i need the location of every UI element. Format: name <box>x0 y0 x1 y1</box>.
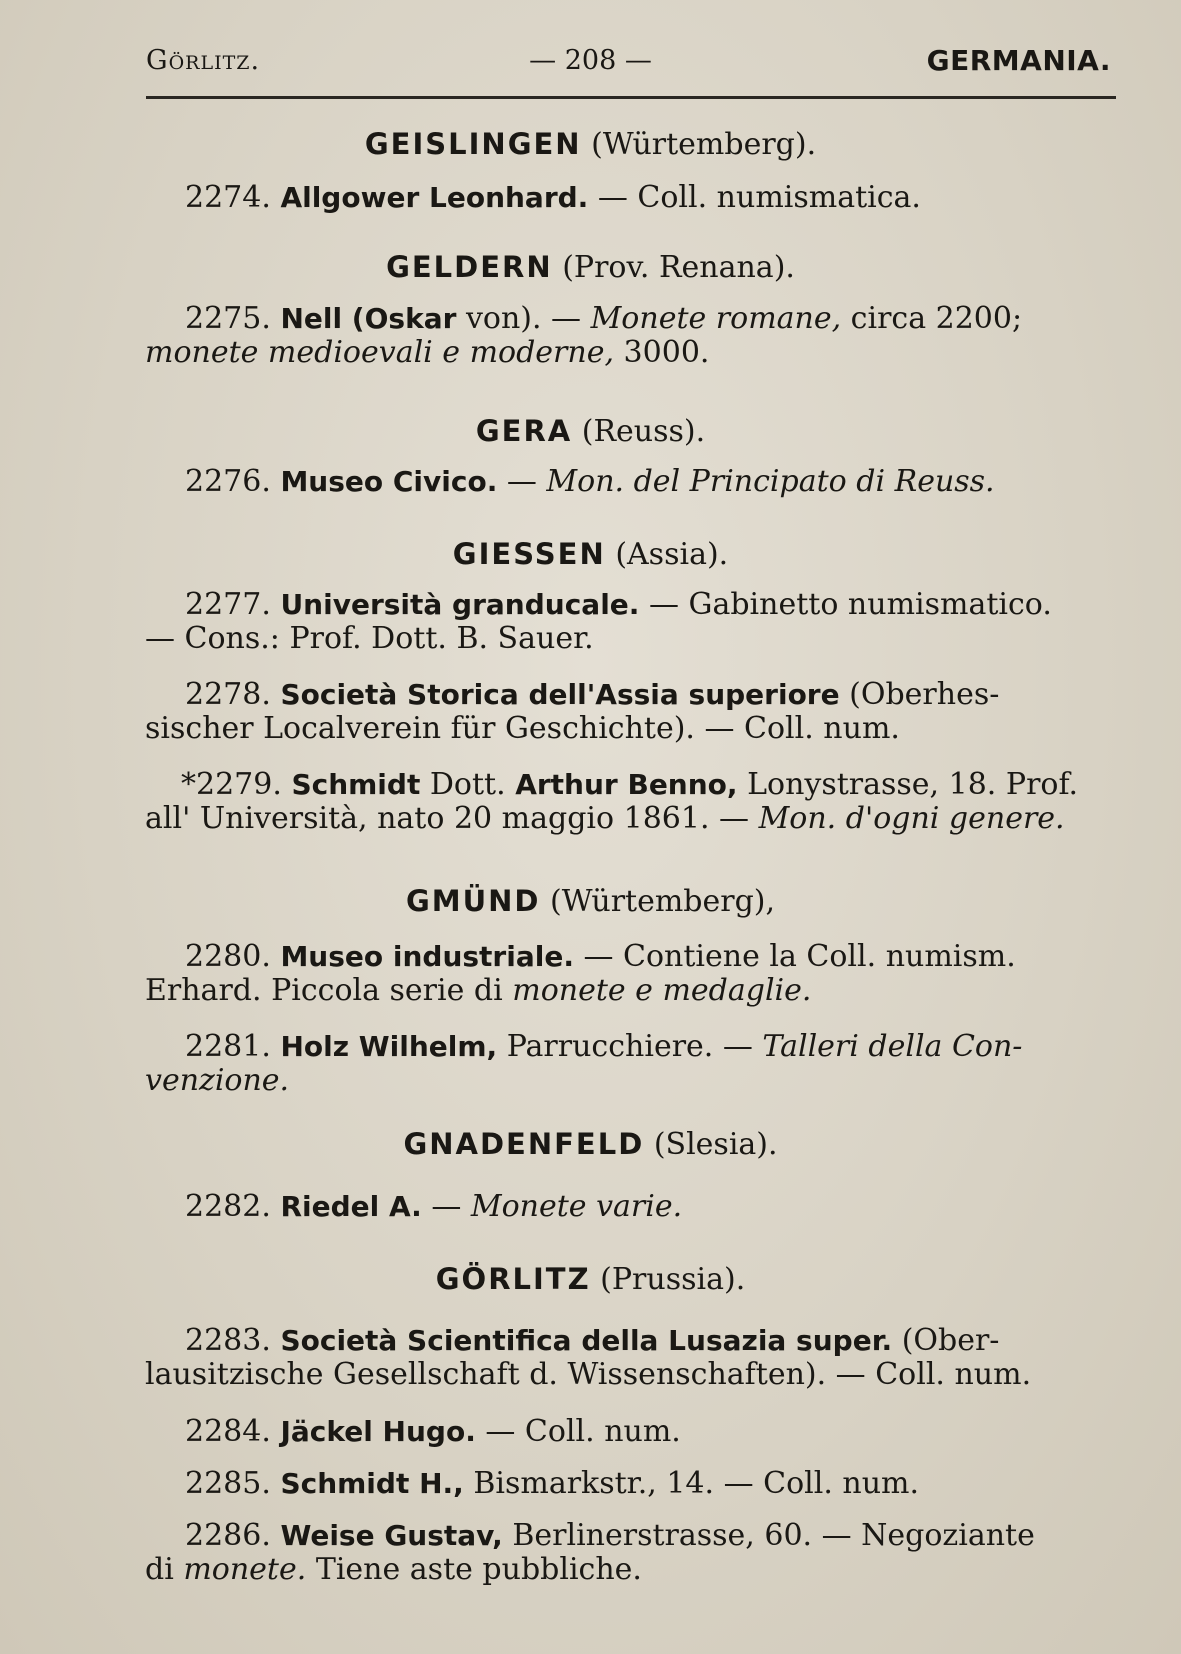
entry-italic: Mon. d'ogni genere. <box>758 801 1065 836</box>
entry-italic: venzione. <box>145 1063 290 1098</box>
entry-name: Schmidt H., <box>280 1467 464 1500</box>
entry-name: Università granducale. <box>280 588 640 621</box>
entry-number: 2281. <box>185 1029 271 1064</box>
entry-name: Società Scientifica della Lusazia super. <box>280 1324 893 1357</box>
city-region: (Assia). <box>615 537 729 572</box>
city-name: GIESSEN <box>452 537 606 571</box>
city-heading-geislingen <box>0 125 1181 164</box>
entry-number: 2282. <box>185 1189 271 1224</box>
entry-2279 <box>145 768 1115 836</box>
city-heading-geldern <box>0 248 1181 287</box>
entry-number: 2276. <box>185 464 271 499</box>
entry-text: di <box>145 1552 184 1587</box>
entry-name: Jäckel Hugo. <box>280 1415 476 1448</box>
entry-name: Società Storica dell'Assia superiore <box>280 678 840 711</box>
entry-2276 <box>145 465 1115 499</box>
entry-text: — Coll. num. <box>475 1414 681 1449</box>
header-rule <box>146 96 1116 99</box>
entry-italic: monete. <box>183 1552 307 1587</box>
city-heading-gmund <box>0 882 1181 921</box>
entry-2284 <box>145 1415 1115 1449</box>
entry-2274 <box>145 181 1115 215</box>
entry-name: Nell (Oskar <box>280 302 457 335</box>
city-name: GELDERN <box>386 250 553 284</box>
entry-2281 <box>145 1030 1115 1098</box>
entry-number: 2285. <box>185 1466 271 1501</box>
entry-text: — Coll. numismatica. <box>588 180 921 215</box>
entry-name: Riedel A. <box>280 1190 422 1223</box>
city-name: GERA <box>475 414 573 448</box>
entry-text: — Gabinetto numismatico. <box>639 587 1052 622</box>
city-heading-giessen <box>0 535 1181 574</box>
entry-text: all' Università, nato 20 maggio 1861. — <box>145 801 759 836</box>
running-head-right: GERMANIA. <box>926 44 1111 77</box>
entry-name: Weise Gustav, <box>280 1519 503 1552</box>
entry-2285 <box>145 1467 1115 1501</box>
entry-number: 2283. <box>185 1323 271 1358</box>
entry-italic: Talleri della Con- <box>762 1029 1023 1064</box>
entry-text: von). — <box>456 301 591 336</box>
entry-text: circa 2200; <box>841 301 1023 336</box>
entry-2277 <box>145 588 1115 656</box>
entry-number: 2284. <box>185 1414 271 1449</box>
entry-italic: Monete romane, <box>590 301 842 336</box>
entry-text: — Contiene la Coll. numism. <box>573 939 1016 974</box>
entry-2282 <box>145 1190 1115 1224</box>
entry-2283 <box>145 1324 1115 1392</box>
entry-number: 2275. <box>185 301 271 336</box>
entry-name: Museo industriale. <box>280 940 574 973</box>
city-region: (Prussia). <box>600 1262 746 1297</box>
city-name: GEISLINGEN <box>364 127 582 161</box>
entry-name: Arthur Benno, <box>515 768 738 801</box>
entry-2275 <box>145 302 1115 370</box>
entry-2278 <box>145 678 1115 746</box>
entry-italic: Monete varie. <box>470 1189 683 1224</box>
entry-text: Parrucchiere. — <box>497 1029 763 1064</box>
entry-name: Allgower Leonhard. <box>280 181 589 214</box>
entry-number: 2286. <box>185 1518 271 1553</box>
entry-italic: monete e medaglie. <box>512 973 812 1008</box>
entry-number: 2274. <box>185 180 271 215</box>
entry-text: — <box>497 464 547 499</box>
entry-text: (Oberhes- <box>839 677 1000 712</box>
city-heading-gera <box>0 412 1181 451</box>
city-region: (Würtemberg), <box>550 884 776 919</box>
city-name: GÖRLITZ <box>435 1262 591 1296</box>
entry-name: Schmidt <box>291 768 421 801</box>
entry-name: Holz Wilhelm, <box>280 1030 498 1063</box>
city-region: (Prov. Renana). <box>562 250 795 285</box>
entry-text: Dott. <box>420 767 516 802</box>
entry-text: Berlinerstrasse, 60. — Negoziante <box>502 1518 1035 1553</box>
running-head-left: Görlitz. <box>146 45 261 76</box>
entry-2280 <box>145 940 1115 1008</box>
entry-number: *2279. <box>181 767 282 802</box>
entry-text: (Ober- <box>892 1323 1000 1358</box>
entry-text: — Cons.: Prof. Dott. B. Sauer. <box>145 621 594 656</box>
entry-number: 2280. <box>185 939 271 974</box>
city-region: (Slesia). <box>653 1127 778 1162</box>
entry-number: 2278. <box>185 677 271 712</box>
entry-text: sischer Localverein für Geschichte). — Coll. num. <box>145 711 900 746</box>
city-name: GNADENFELD <box>403 1127 645 1161</box>
entry-name: Museo Civico. <box>280 465 498 498</box>
entry-number: 2277. <box>185 587 271 622</box>
city-region: (Würtemberg). <box>591 127 817 162</box>
city-heading-gnadenfeld <box>0 1125 1181 1164</box>
entry-text: 3000. <box>614 335 710 370</box>
city-name: GMÜND <box>405 884 541 918</box>
entry-2286 <box>145 1519 1115 1587</box>
entry-text: Lonystrasse, 18. Prof. <box>737 767 1079 802</box>
entry-italic: monete medioevali e moderne, <box>145 335 615 370</box>
entry-text: — <box>421 1189 471 1224</box>
city-region: (Reuss). <box>581 414 706 449</box>
entry-text: Tiene aste pubbliche. <box>306 1552 642 1587</box>
page-number: — 208 — <box>529 45 652 76</box>
entry-italic: Mon. del Principato di Reuss. <box>546 464 995 499</box>
city-heading-gorlitz <box>0 1260 1181 1299</box>
entry-text: Erhard. Piccola serie di <box>145 973 513 1008</box>
entry-text: lausitzische Gesellschaft d. Wissenschaften). — Coll. num. <box>145 1357 1032 1392</box>
entry-text: Bismarkstr., 14. — Coll. num. <box>463 1466 920 1501</box>
